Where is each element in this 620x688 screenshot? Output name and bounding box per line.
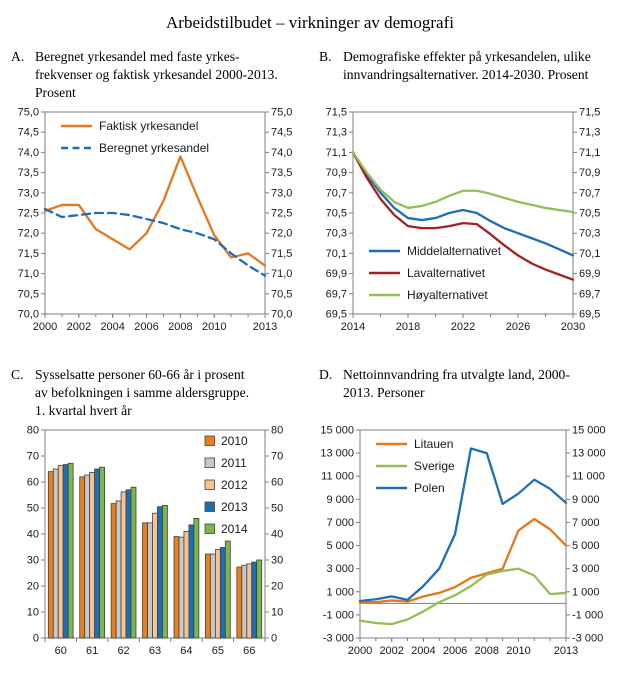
bar: [143, 523, 148, 638]
y-tick-label-left: 69,9: [325, 268, 347, 281]
legend-item: [369, 244, 502, 258]
panel-a-heading-line: frekvenser og faktisk yrkesandel 2000-2013.: [35, 67, 278, 82]
panel-d: [313, 366, 615, 672]
panel-c-letter: C.: [11, 367, 24, 382]
x-tick-label: 2022: [450, 321, 476, 333]
bar: [215, 550, 220, 638]
panel-d-heading-line: 2013. Personer: [343, 385, 425, 400]
panel-b-heading-text: [343, 48, 615, 104]
y-tick-label-right: 5 000: [572, 540, 600, 553]
x-tick-labels: [348, 645, 578, 657]
y-tick-label-right: 10: [271, 606, 284, 619]
panel-c-heading-line: av befolkningen i samme aldersgruppe.: [35, 385, 250, 400]
bar: [131, 487, 136, 638]
legend: [205, 434, 248, 536]
legend-swatch-icon: [205, 524, 215, 534]
bar: [100, 467, 105, 638]
y-tick-label-right: 7 000: [572, 516, 600, 529]
panel-b-heading: [313, 48, 615, 104]
bar: [237, 567, 242, 638]
bar: [257, 560, 262, 638]
x-tick-label: 61: [86, 645, 99, 657]
y-tick-label-left: 30: [26, 554, 39, 567]
y-tick-label-right: 70: [271, 450, 284, 463]
y-tick-label-left: 70: [26, 450, 39, 463]
bar: [157, 507, 162, 638]
figure-title: Arbeidstilbudet – virkninger av demografi: [166, 13, 454, 32]
x-tick-label: 66: [243, 645, 256, 657]
legend-item: [376, 481, 445, 495]
panel-c-heading: [5, 366, 307, 422]
panel-a-heading: [5, 48, 307, 104]
legend-label: Sverige: [414, 459, 455, 473]
panel-b-heading-line: innvandringsalternativer. 2014-2030. Prosent: [343, 67, 589, 82]
y-tick-label-right: 71,1: [579, 146, 601, 159]
legend-label: Middelalternativet: [407, 244, 502, 258]
legend: [61, 119, 209, 155]
panel-c: [5, 366, 307, 672]
x-tick-label: 2013: [553, 645, 579, 657]
y-tick-label-left: 11 000: [321, 470, 354, 483]
legend-item: [369, 288, 488, 302]
x-tick-labels: [55, 645, 256, 657]
y-tick-label-right: 70,5: [271, 288, 293, 301]
x-tick-label: 2014: [340, 321, 366, 333]
y-tick-label-right: 3 000: [572, 563, 600, 576]
y-tick-label-left: 70,5: [325, 207, 347, 220]
panel-a-heading-line: Prosent: [35, 85, 76, 100]
bar: [205, 554, 210, 638]
legend-swatch-icon: [205, 480, 215, 490]
y-tick-label-left: 40: [26, 528, 39, 541]
x-tick-label: 2002: [379, 645, 404, 657]
panel-d-heading-text: [343, 366, 615, 422]
y-tick-label-left: 70,1: [325, 247, 347, 260]
bar: [184, 531, 189, 638]
x-tick-label: 2000: [32, 321, 58, 333]
bar: [162, 505, 167, 638]
y-tick-label-left: 9 000: [326, 493, 354, 506]
y-tick-label-left: 70,7: [325, 187, 347, 200]
y-tick-label-right: 70,0: [271, 308, 293, 321]
legend-label: Høyalternativet: [407, 288, 488, 302]
x-tick-label: 63: [148, 645, 162, 657]
y-tick-label-right: 40: [271, 528, 284, 541]
x-tick-label: 64: [180, 645, 193, 657]
bar: [48, 472, 53, 638]
y-tick-label-left: 75,0: [17, 106, 39, 119]
bar: [53, 469, 58, 638]
y-tick-label-left: 69,7: [325, 288, 347, 301]
y-tick-label-left: -1 000: [322, 609, 354, 622]
y-tick-label-left: -3 000: [322, 632, 354, 645]
y-tick-label-left: 70,0: [17, 308, 39, 321]
y-tick-label-right: 11 000: [572, 470, 605, 483]
y-tick-label-right: 20: [271, 580, 284, 593]
x-tick-label: 2008: [168, 321, 193, 333]
legend-label: 2012: [221, 478, 248, 492]
y-tick-label-left: 15 000: [320, 424, 354, 437]
panel-a-heading-line: Beregnet yrkesandel med faste yrkes-: [35, 49, 240, 64]
y-tick-labels: [18, 107, 293, 321]
panel-c-heading-line: 1. kvartal hvert år: [35, 403, 132, 418]
legend-swatch-icon: [205, 502, 215, 512]
y-tick-label-left: 71,5: [325, 106, 347, 119]
bar: [153, 513, 158, 638]
x-tick-label: 2026: [505, 321, 531, 333]
y-tick-label-right: 15 000: [572, 424, 606, 437]
series-lines: [353, 152, 573, 279]
bar: [220, 548, 225, 638]
x-tick-label: 2004: [411, 645, 436, 657]
legend: [369, 244, 502, 302]
bar: [189, 525, 194, 638]
legend-item: [376, 437, 453, 451]
y-tick-label-right: -3 000: [572, 632, 604, 645]
axes-frame: [356, 430, 570, 642]
bar: [80, 477, 85, 638]
y-tick-label-left: 3 000: [326, 563, 354, 576]
x-tick-label: 62: [117, 645, 130, 657]
legend-item: [369, 266, 486, 280]
y-tick-label-right: 70,9: [579, 167, 601, 180]
y-tick-label-right: 75,0: [271, 106, 293, 119]
legend-label: 2011: [221, 456, 247, 470]
bar: [95, 469, 100, 638]
y-tick-label-left: 70,3: [325, 227, 347, 240]
legend-item: [61, 119, 198, 133]
legend-swatch-icon: [205, 436, 215, 446]
legend-label: 2014: [221, 522, 248, 536]
series-line-faktisk-yrkesandel: [45, 156, 265, 265]
y-tick-label-right: 74,0: [271, 146, 293, 159]
y-tick-label-right: 80: [271, 424, 284, 437]
y-tick-label-left: 5 000: [326, 540, 354, 553]
y-tick-label-right: 0: [271, 632, 278, 645]
y-tick-label-right: 72,5: [271, 207, 293, 220]
chart-b-line-chart: [313, 104, 613, 346]
y-tick-label-right: 71,3: [579, 126, 601, 139]
bar: [148, 523, 153, 638]
bar: [247, 564, 252, 638]
y-tick-label-right: 70,3: [579, 227, 601, 240]
x-tick-label: 60: [54, 645, 67, 657]
y-tick-label-right: 73,0: [271, 187, 293, 200]
bar: [194, 518, 199, 638]
y-tick-label-left: 71,1: [325, 146, 347, 159]
y-tick-label-left: 71,3: [325, 126, 347, 139]
legend-item: [205, 500, 248, 514]
bar: [85, 475, 90, 638]
x-tick-label: 2002: [66, 321, 92, 333]
y-tick-label-right: 74,5: [271, 126, 293, 139]
bar: [126, 490, 131, 638]
y-tick-label-right: 70,1: [579, 247, 601, 260]
legend-item: [205, 434, 248, 448]
x-tick-label: 2006: [442, 645, 468, 657]
x-tick-label: 2010: [201, 321, 227, 333]
bar: [63, 465, 68, 638]
x-tick-label: 2018: [395, 321, 421, 333]
y-tick-label-left: 74,0: [17, 146, 39, 159]
bar: [68, 463, 73, 638]
bar: [58, 466, 63, 638]
bar: [252, 562, 257, 638]
y-tick-label-left: 69,5: [325, 308, 347, 321]
panel-c-heading-text: [35, 366, 307, 422]
series-line-lavalternativet: [353, 152, 573, 279]
y-tick-label-right: 1 000: [572, 586, 600, 599]
legend-label: Lavalternativet: [407, 266, 486, 280]
y-tick-label-right: 50: [271, 502, 284, 515]
chart-a-line-chart: [5, 104, 305, 346]
panel-d-heading: [313, 366, 615, 422]
y-tick-label-right: 71,0: [271, 268, 293, 281]
x-tick-labels: [33, 321, 277, 333]
legend-item: [205, 478, 248, 492]
legend-item: [205, 456, 247, 470]
bar: [225, 541, 230, 638]
y-tick-label-left: 60: [26, 476, 39, 489]
legend-item: [376, 459, 455, 473]
panel-a-letter: A.: [11, 49, 25, 64]
y-tick-label-right: 71,5: [579, 106, 601, 119]
x-tick-label: 2000: [347, 645, 373, 657]
legend: [376, 437, 455, 495]
y-tick-label-right: 70,7: [579, 187, 601, 200]
legend-label: 2013: [221, 500, 248, 514]
y-tick-label-right: 73,5: [271, 167, 293, 180]
legend-label: Litauen: [414, 437, 454, 451]
y-tick-label-left: 72,5: [17, 207, 39, 220]
panel-a-heading-text: [35, 48, 307, 104]
bar: [210, 554, 215, 638]
chart-c-bar-chart: [5, 422, 305, 672]
panel-c-heading-line: Sysselsatte personer 60-66 år i prosent: [35, 367, 245, 382]
x-tick-labels: [341, 321, 585, 333]
legend-label: 2010: [221, 434, 248, 448]
y-tick-label-left: 71,0: [17, 268, 39, 281]
bar: [121, 492, 126, 638]
y-tick-label-left: 10: [26, 606, 39, 619]
y-tick-label-left: 7 000: [326, 516, 354, 529]
y-tick-label-right: 72,0: [271, 227, 293, 240]
bar: [174, 537, 179, 638]
y-tick-label-right: 69,9: [579, 268, 601, 281]
legend-item: [205, 522, 248, 536]
panel-d-heading-line: Nettoinnvandring fra utvalgte land, 2000-: [343, 367, 570, 382]
y-tick-label-left: 1 000: [326, 586, 354, 599]
panel-b-letter: B.: [319, 49, 332, 64]
y-tick-label-right: 69,7: [579, 288, 601, 301]
x-tick-label: 2006: [134, 321, 159, 333]
panel-a: [5, 48, 307, 346]
series-lines: [45, 156, 265, 275]
legend-swatch-icon: [205, 458, 215, 468]
y-tick-label-right: 71,5: [271, 247, 293, 260]
chart-d-line-chart: [313, 422, 613, 672]
legend-label: Polen: [414, 481, 445, 495]
y-tick-label-left: 72,0: [17, 227, 39, 240]
x-tick-label: 2004: [100, 321, 125, 333]
y-tick-label-right: 60: [271, 476, 284, 489]
y-tick-label-left: 13 000: [320, 447, 354, 460]
x-tick-label: 2010: [506, 645, 531, 657]
legend-label: Beregnet yrkesandel: [99, 141, 210, 155]
panel-d-letter: D.: [319, 367, 333, 382]
y-tick-label-right: 69,5: [579, 308, 601, 321]
y-tick-label-right: 13 000: [572, 447, 606, 460]
panel-b: [313, 48, 615, 346]
bar: [242, 565, 247, 638]
y-tick-label-left: 73,5: [17, 167, 39, 180]
y-tick-label-left: 50: [26, 502, 39, 515]
x-tick-label: 2030: [560, 321, 586, 333]
y-tick-label-left: 70,9: [325, 167, 347, 180]
x-tick-label: 65: [211, 645, 224, 657]
y-tick-label-left: 0: [32, 632, 39, 645]
y-tick-label-right: -1 000: [572, 609, 604, 622]
bar: [116, 501, 121, 638]
y-tick-label-left: 74,5: [17, 126, 39, 139]
y-tick-label-left: 70,5: [17, 288, 39, 301]
panel-b-heading-line: Demografiske effekter på yrkesandelen, ulike: [343, 49, 591, 64]
y-tick-label-right: 30: [271, 554, 284, 567]
x-tick-label: 2013: [252, 321, 278, 333]
y-tick-label-left: 20: [26, 580, 39, 593]
y-tick-label-left: 71,5: [17, 247, 39, 260]
y-tick-label-right: 70,5: [579, 207, 601, 220]
legend-label: Faktisk yrkesandel: [99, 119, 199, 133]
panels-grid: [0, 48, 620, 672]
series-lines: [360, 448, 566, 624]
y-tick-labels: [320, 425, 605, 645]
x-tick-label: 2008: [474, 645, 500, 657]
legend-item: [61, 141, 209, 155]
bar: [179, 537, 184, 638]
bar: [111, 504, 116, 638]
series-line-h-yalternativet: [353, 152, 573, 212]
y-tick-label-left: 80: [26, 424, 39, 437]
y-tick-label-right: 9 000: [572, 493, 600, 506]
bar: [90, 472, 95, 638]
y-tick-label-left: 73,0: [17, 187, 39, 200]
